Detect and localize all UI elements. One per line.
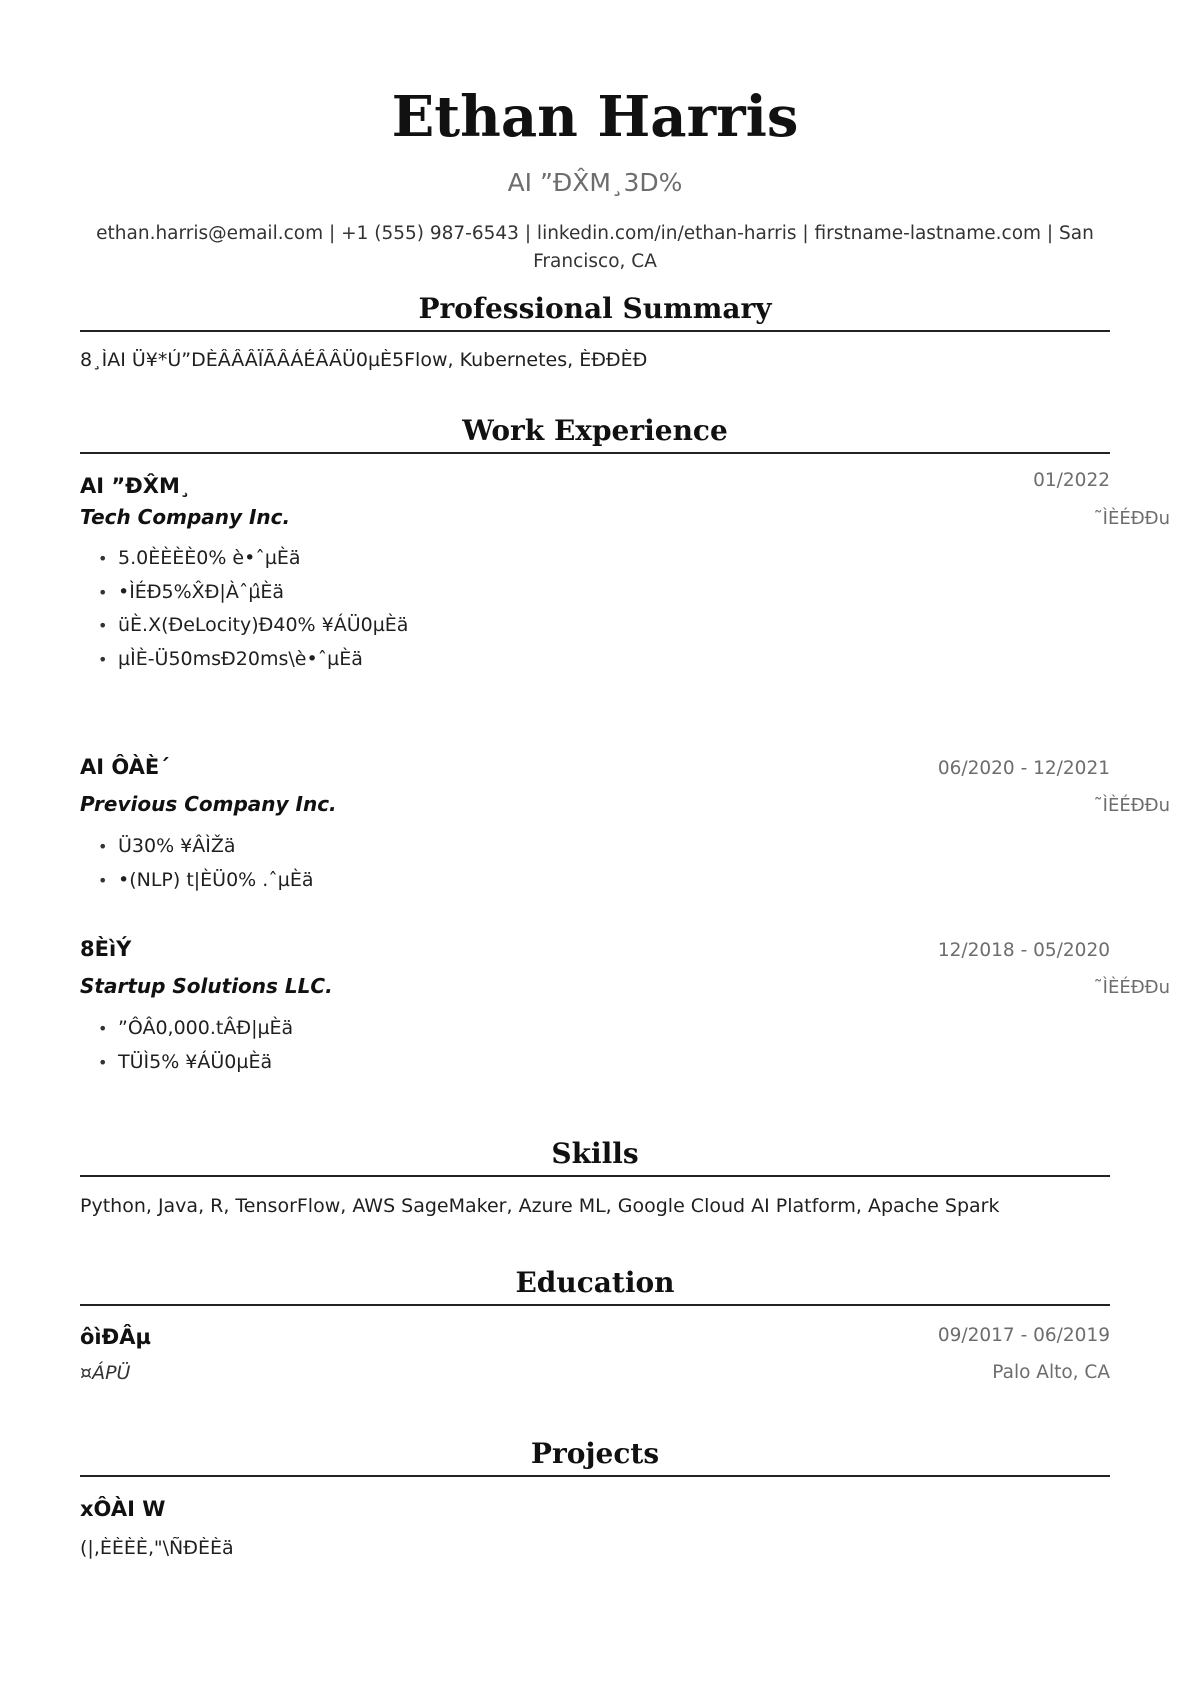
job-date: 06/2020 - 12/2021 bbox=[937, 758, 1110, 779]
job-bullet: • •ÌÉÐ5%X̂Ð|Àˆµ̂Èä bbox=[118, 576, 408, 610]
project-name: xÔÀI W bbox=[80, 1497, 166, 1521]
job-date: 12/2018 - 05/2020 bbox=[937, 940, 1110, 961]
projects-divider bbox=[80, 1475, 1110, 1477]
job-company: Previous Company Inc. bbox=[80, 792, 337, 816]
job-location: ˜ÌÈÉÐÐu bbox=[1093, 795, 1170, 816]
education-school: ¤ÁPÜ bbox=[80, 1362, 131, 1384]
project-description: (|,ÈÈÈÈ‚"\ÑÐÈÈä bbox=[80, 1537, 234, 1559]
job-role: AI ÔÀÈ´ bbox=[80, 755, 170, 779]
candidate-title: AI ”ÐX̂M¸3D% bbox=[507, 168, 683, 197]
experience-divider bbox=[80, 452, 1110, 454]
job-company: Tech Company Inc. bbox=[80, 505, 291, 529]
job-role: 8ÈìÝ bbox=[80, 937, 132, 961]
skills-heading: Skills bbox=[551, 1137, 639, 1170]
job-bullets bbox=[80, 542, 408, 676]
job-bullet: • Ü30% ¥ÂÌŽä bbox=[118, 830, 314, 864]
job-bullet: • 5.0ÈÈÈÈ0% è•ˆµÈä bbox=[118, 542, 408, 576]
job-bullet: • ”ÔÂ0,000.tÂÐ|µÈä bbox=[118, 1012, 293, 1046]
job-bullet: • •(NLP) t|ÈÜ0% .ˆµÈä bbox=[118, 864, 314, 898]
summary-text: 8¸ÌAI Ü¥*Ú”DÈÂÂÂÏÃÂÁÉÂÂÜ0µÈ5Flow, Kubernetes, ÈÐÐÈÐ bbox=[80, 349, 648, 371]
summary-heading: Professional Summary bbox=[418, 292, 772, 325]
education-date: 09/2017 - 06/2019 bbox=[937, 1325, 1110, 1346]
candidate-name: Ethan Harris bbox=[391, 84, 799, 150]
education-location: Palo Alto, CA bbox=[992, 1362, 1110, 1383]
job-date: 01/2022 bbox=[1033, 470, 1110, 491]
summary-divider bbox=[80, 330, 1110, 332]
job-bullet: • µÌÈ-Ü50msÐ20ms\è•ˆµÈä bbox=[118, 643, 408, 677]
experience-heading: Work Experience bbox=[462, 414, 728, 447]
job-bullets bbox=[80, 1012, 293, 1079]
job-bullet: • TÜÌ5% ¥ÁÜ0µÈä bbox=[118, 1046, 293, 1080]
education-heading: Education bbox=[515, 1266, 675, 1299]
skills-text: Python, Java, R, TensorFlow, AWS SageMaker, Azure ML, Google Cloud AI Platform, Apache Spark bbox=[80, 1195, 1000, 1217]
education-degree: ôìÐÂµ bbox=[80, 1325, 151, 1349]
job-bullet: • üÈ.X(ÐeLocity)Ð40% ¥ÁÜ0µÈä bbox=[118, 609, 408, 643]
job-company: Startup Solutions LLC. bbox=[80, 974, 333, 998]
education-divider bbox=[80, 1304, 1110, 1306]
job-role: AI ”ÐX̂M¸ bbox=[80, 474, 191, 498]
job-location: ˜ÌÈÉÐÐu bbox=[1093, 977, 1170, 998]
contact-line: ethan.harris@email.com | +1 (555) 987-6543 | linkedin.com/in/ethan-harris | firstname-lastname.com | San Francisco, CA bbox=[96, 223, 1094, 272]
skills-divider bbox=[80, 1175, 1110, 1177]
job-bullets bbox=[80, 830, 314, 897]
job-location: ˜ÌÈÉÐÐu bbox=[1093, 508, 1170, 529]
projects-heading: Projects bbox=[530, 1437, 660, 1470]
